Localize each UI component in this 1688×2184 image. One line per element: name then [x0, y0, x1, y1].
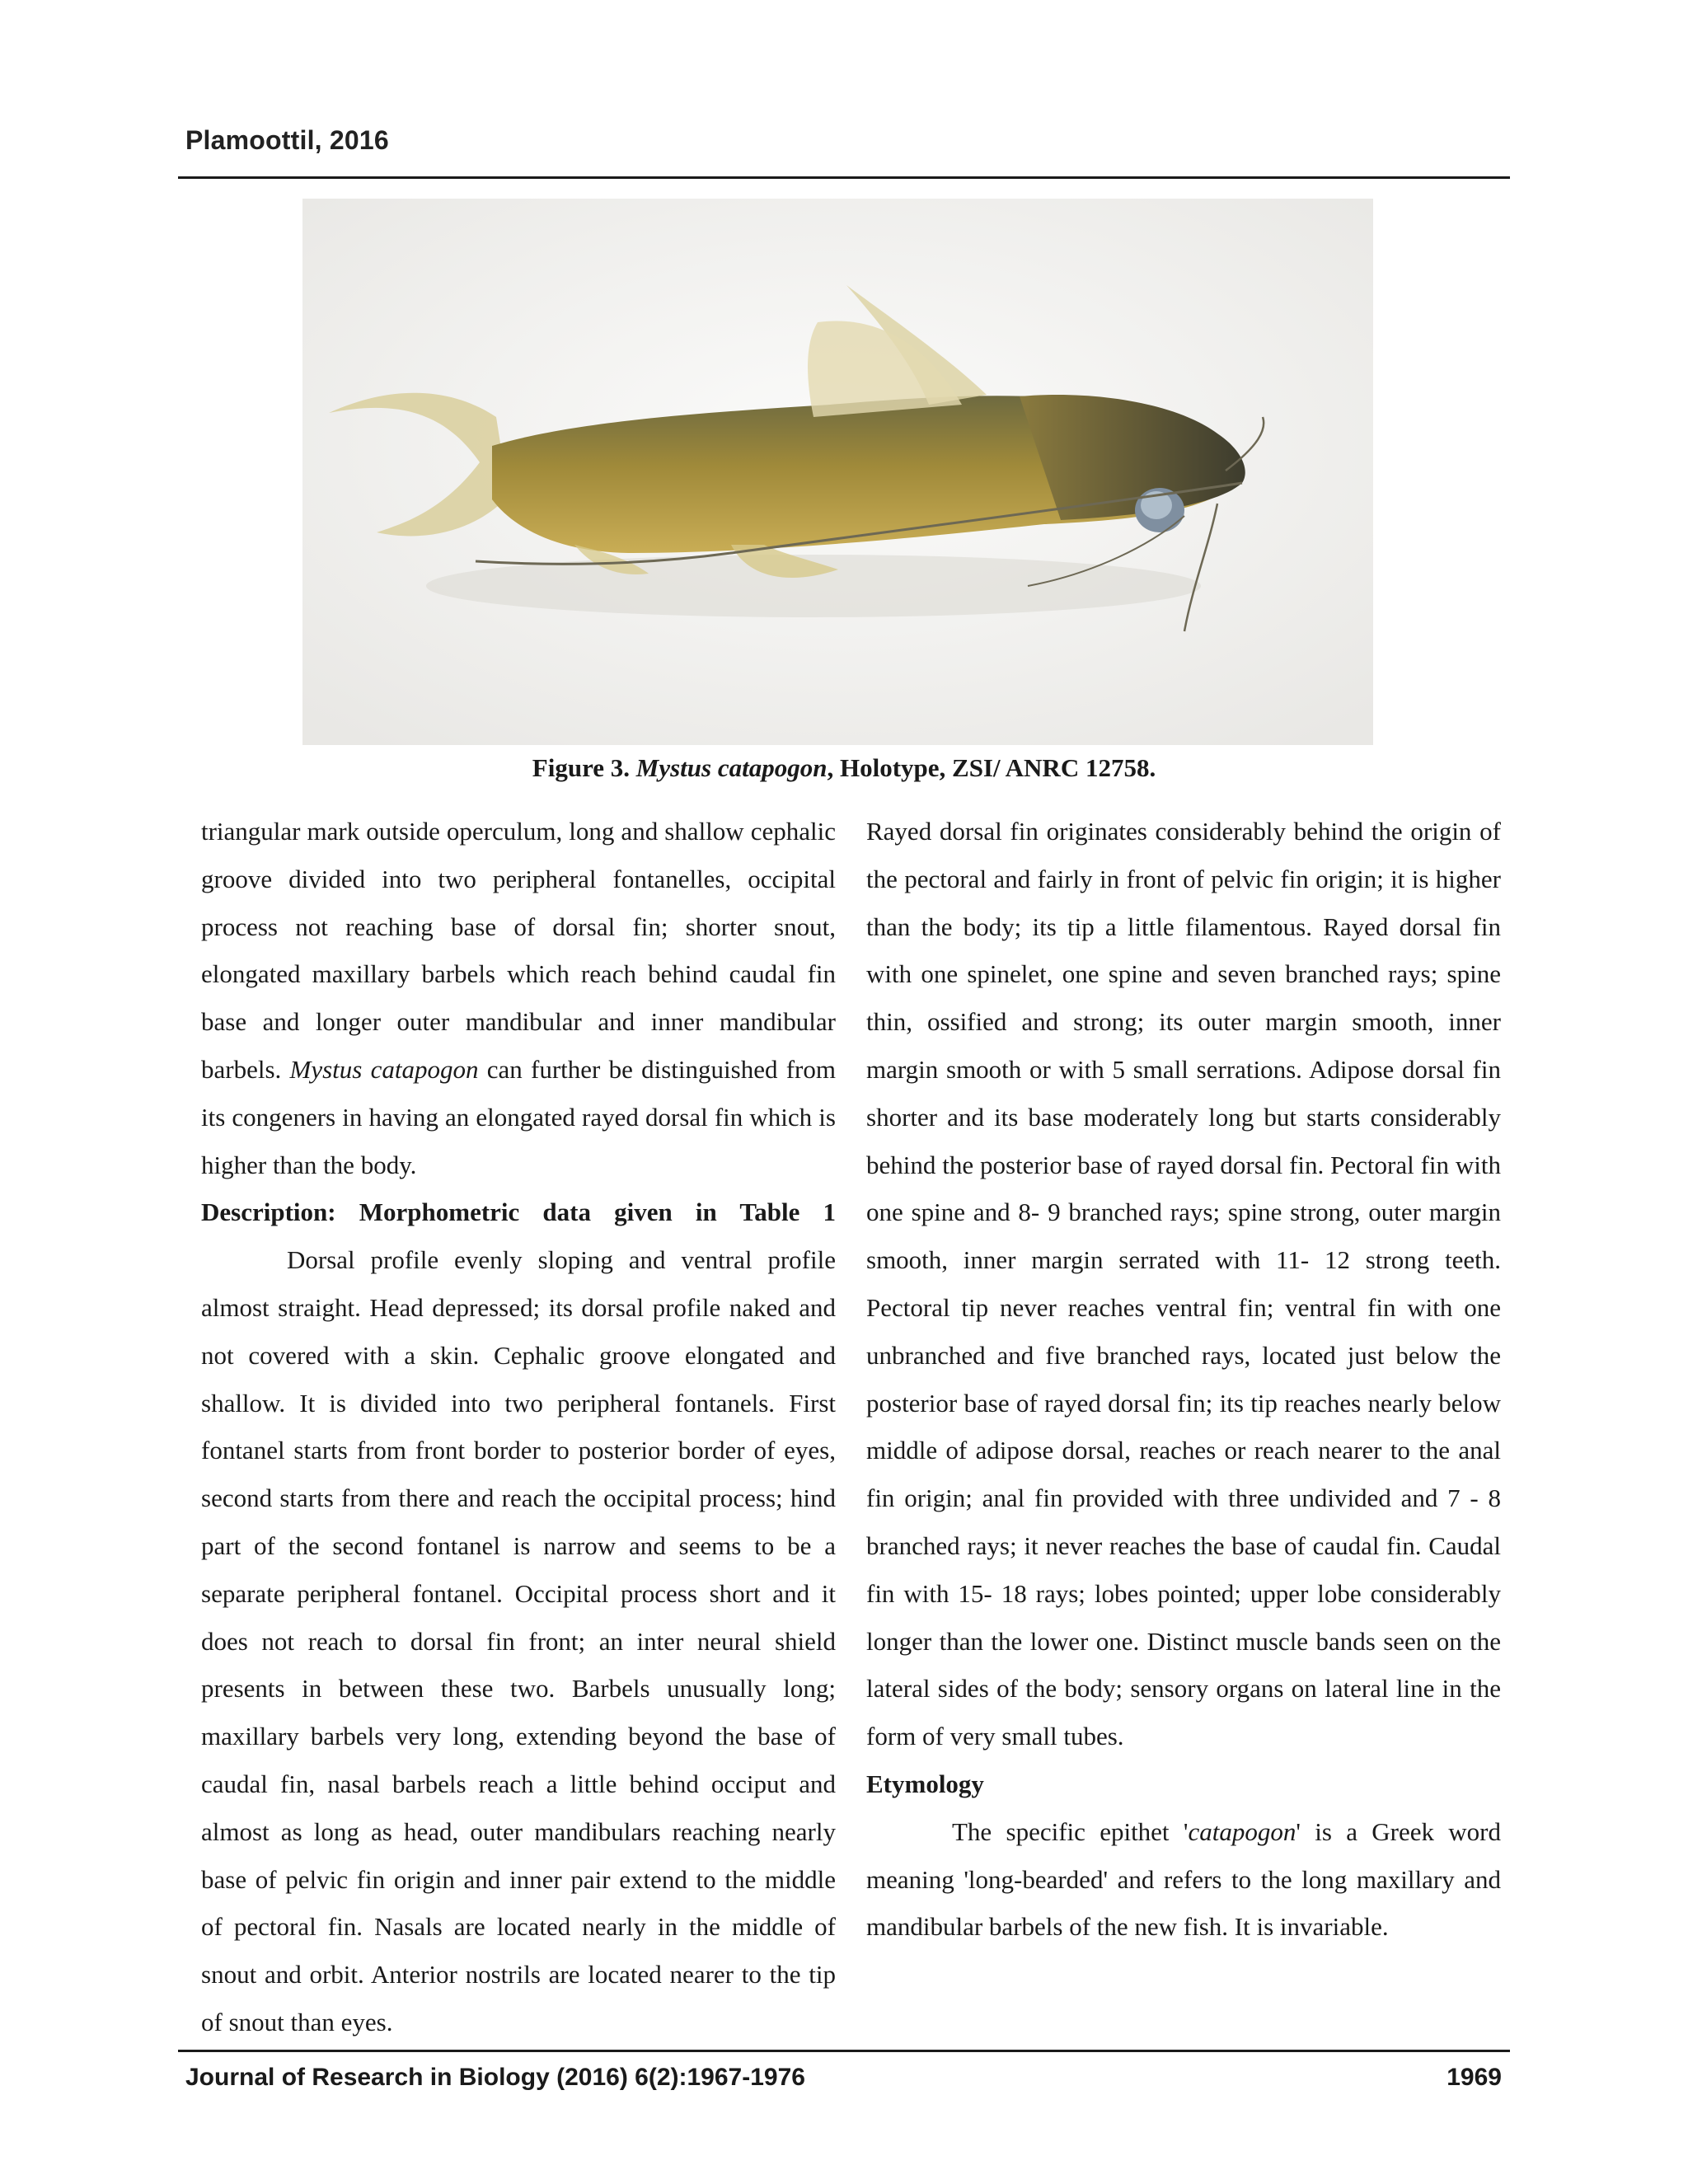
figure-species-name: Mystus catapogon — [635, 753, 828, 782]
etymology-word: catapogon — [1188, 1816, 1296, 1846]
footer-journal-citation: Journal of Research in Biology (2016) 6(2):1967-1976 — [185, 2064, 805, 2091]
left-column — [201, 808, 836, 2046]
etymology-text-a: The specific epithet ' — [952, 1816, 1189, 1846]
fish-photograph — [302, 199, 1373, 745]
left-paragraph-2: Dorsal profile evenly sloping and ventral profile almost straight. Head depressed; its dorsal profile naked and not covered with a skin. Cephalic groove elongated and shallow. It is divided into two peripheral fontanels. First fontanel starts from front border to posterior border of eyes, second starts from there and reach the occipital process; hind part of the second fontanel is narrow and seems to be a separate peripheral fontanel. Occipital process short and it does not reach to dorsal fin front; an inter neural shield presents in between these two. Barbels unusually long; maxillary barbels very long, extending beyond the base of caudal fin, nasal barbels reach a little behind occiput and almost as long as head, outer mandibulars reaching nearly base of pelvic fin origin and inner pair extend to the middle of pectoral fin. Nasals are located nearly in the middle of snout and orbit. Anterior nostrils are located nearer to the tip of snout than eyes. — [201, 1245, 836, 2036]
page-number: 1969 — [1447, 2064, 1502, 2091]
right-paragraph-1: Rayed dorsal fin originates considerably behind the origin of the pectoral and fairly in front of pelvic fin origin; it is higher than the body; its tip a little filamentous. Rayed dorsal fin with one spinelet, one spine and seven branched rays; spine thin, ossified and strong; its outer margin smooth, inner margin smooth or with 5 small serrations. Adipose dorsal fin shorter and its base moderately long but starts considerably behind the posterior base of rayed dorsal fin. Pectoral fin with one spine and 8- 9 branched rays; spine strong, outer margin smooth, inner margin serrated with 11- 12 strong teeth. Pectoral tip never reaches ventral fin; ventral fin with one unbranched and five branched rays, located just below the posterior base of rayed dorsal fin; its tip reaches nearly below middle of adipose dorsal, reaches or reach nearer to the anal fin origin; anal fin provided with three undivided and 7 - 8 branched rays; it never reaches the base of caudal fin. Caudal fin with 15- 18 rays; lobes pointed; upper lobe considerably longer than the lower one. Distinct muscle bands seen on the lateral sides of the body; sensory organs on lateral line in the form of very small tubes. — [866, 817, 1501, 1751]
figure-caption — [178, 750, 1510, 786]
footer-rule — [178, 2050, 1510, 2052]
running-head: Plamoottil, 2016 — [185, 125, 389, 155]
description-heading: Description: Morphometric data given in Table 1 — [201, 1197, 836, 1227]
etymology-heading: Etymology — [866, 1769, 984, 1798]
left-p1-text-a: triangular mark outside operculum, long and shallow cephalic groove divided into two peripheral fontanelles, occipital process not reaching base of dorsal fin; shorter snout, elongated maxillary barbels which reach behind caudal fin base and longer outer mandibular and inner mandibular barbels. — [201, 817, 836, 1084]
left-p1-species: Mystus catapogon — [289, 1054, 479, 1084]
etymology-text-b: ' is a Greek word meaning 'long-bearded' and refers to the long maxillary and mandibular barbels of the new fish. It is invariable. — [866, 1816, 1502, 1942]
figure-caption-rest: , Holotype, ZSI/ ANRC 12758. — [827, 753, 1156, 782]
left-p1-text-b: can further be distinguished from its congeners in having an elongated rayed dorsal fin which is higher than the body. — [201, 1054, 836, 1179]
right-column — [866, 808, 1501, 1951]
figure-label: Figure 3. — [532, 753, 631, 782]
left-paragraph-1 — [201, 808, 836, 1188]
etymology-paragraph — [866, 1808, 1501, 1951]
header-rule — [178, 176, 1510, 179]
